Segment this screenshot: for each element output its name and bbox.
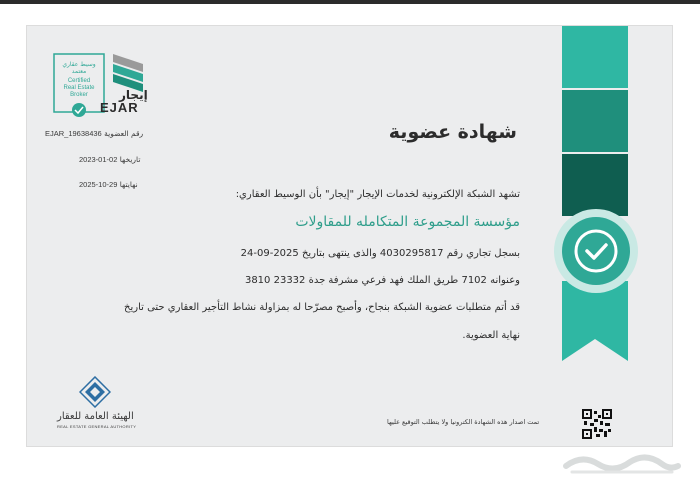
membership-number-row bbox=[35, 129, 143, 138]
checkmark-icon bbox=[554, 209, 638, 293]
ribbon-tail bbox=[562, 281, 628, 361]
end-date-label: نهايتها bbox=[119, 180, 138, 189]
body-line-commercial-register: بسجل تجاري رقم 4030295817 والذى ينتهى بتاريخ 2025-09-24 bbox=[240, 248, 520, 259]
ejar-arabic-wordmark: إيجار bbox=[119, 88, 148, 102]
certificate-title: شهادة عضوية bbox=[388, 121, 517, 143]
svg-text:معتمد: معتمد bbox=[71, 68, 87, 75]
end-date-row bbox=[69, 180, 138, 189]
real-estate-authority-logo bbox=[79, 376, 111, 408]
site-watermark-logo bbox=[562, 448, 682, 478]
issue-date-label: تاريخها bbox=[119, 155, 141, 164]
body-line-address: وعنوانه 7102 طريق الملك فهد فرعي مشرفة جدة 23332 3810 bbox=[244, 275, 520, 286]
body-line-requirements: قد أتم متطلبات عضوية الشبكة بنجاح، وأصبح مصرّحا له بمزاولة نشاط التأجير العقاري حتى تاريخ bbox=[124, 302, 520, 313]
authority-name-arabic: الهيئة العامة للعقار bbox=[57, 411, 134, 422]
ribbon-band-1 bbox=[562, 26, 628, 88]
ribbon-band-3 bbox=[562, 154, 628, 216]
svg-text:وسيط عقاري: وسيط عقاري bbox=[62, 61, 96, 68]
ribbon-band-2 bbox=[562, 90, 628, 152]
svg-text:Broker: Broker bbox=[70, 92, 88, 98]
qr-code-icon bbox=[582, 409, 612, 439]
issue-date-value: 2023-01-02 bbox=[79, 155, 118, 164]
verified-badge bbox=[554, 209, 638, 293]
ejar-latin-wordmark: EJAR bbox=[100, 100, 139, 115]
authority-name-english: REAL ESTATE GENERAL AUTHORITY bbox=[57, 424, 137, 429]
end-date-value: 2025-10-29 bbox=[79, 180, 118, 189]
membership-certificate bbox=[27, 26, 672, 446]
body-line-intro: تشهد الشبكة الإلكترونية لخدمات الإيجار "إيجار" بأن الوسيط العقاري: bbox=[235, 189, 520, 200]
membership-number-value: EJAR_19638436 bbox=[45, 129, 102, 138]
top-frame-bar bbox=[0, 0, 700, 4]
electronic-issue-note: تمت اصدار هذه الشهادة الكترونيا ولا يتطلب التوقيع عليها bbox=[387, 418, 540, 426]
issue-date-row bbox=[69, 155, 140, 164]
body-line-membership-end: نهاية العضوية. bbox=[462, 330, 520, 341]
membership-number-label: رقم العضوية bbox=[104, 129, 144, 138]
svg-text:Real Estate: Real Estate bbox=[63, 85, 95, 91]
svg-text:Certified: Certified bbox=[67, 78, 91, 84]
company-name: مؤسسة المجموعة المتكامله للمقاولات bbox=[295, 214, 520, 230]
